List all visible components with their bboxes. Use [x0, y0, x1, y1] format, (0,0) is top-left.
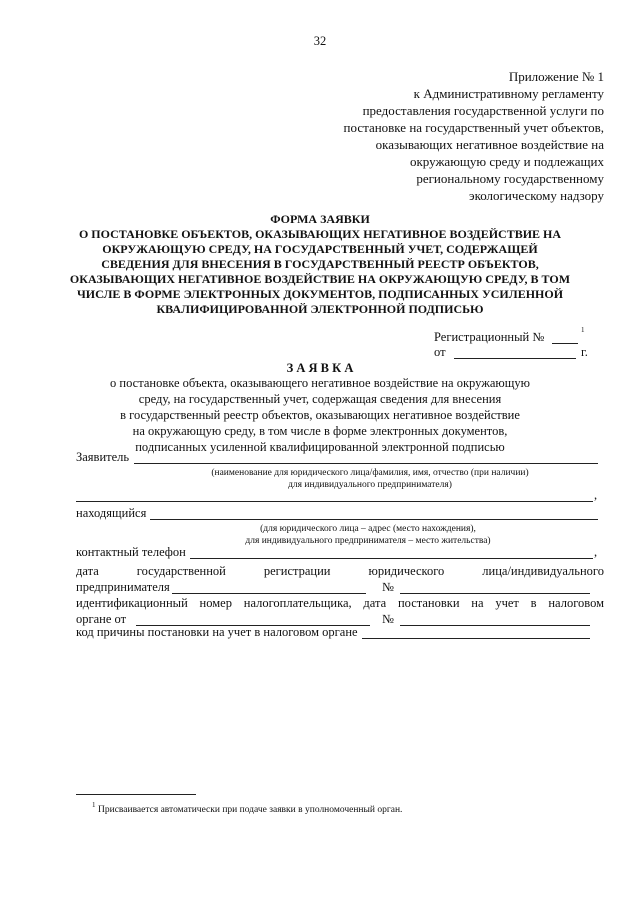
word: постановки [397, 596, 460, 610]
word: в [530, 596, 537, 610]
comma: , [594, 545, 598, 559]
registration-number-label: Регистрационный № [434, 330, 545, 344]
word: налоговом [548, 596, 604, 610]
application-line: на окружающую среду, в том числе в форме электронных документов, [132, 424, 508, 438]
application-heading: З А Я В К А [286, 361, 354, 375]
tax-organ-label: органе от [76, 612, 127, 626]
registration-date-field[interactable] [172, 593, 366, 594]
form-title-line: ОКАЗЫВАЮЩИХ НЕГАТИВНОЕ ВОЗДЕЙСТВИЕ НА ОКРУЖАЮЩУЮ СРЕДУ, В ТОМ [69, 272, 571, 286]
kpp-field[interactable] [362, 638, 590, 639]
word: лица/индивидуального [482, 564, 604, 578]
application-line: о постановке объекта, оказывающего негативное воздействие на окружающую [110, 376, 530, 390]
location-caption: для индивидуального предпринимателя – место жительства) [245, 536, 491, 546]
form-title-line: КВАЛИФИЦИРОВАННОЙ ЭЛЕКТРОННОЙ ПОДПИСЬЮ [156, 302, 484, 316]
applicant-caption: (наименование для юридического лица/фамилия, имя, отчество (при наличии) [211, 468, 529, 478]
number-sign: № [382, 612, 394, 626]
application-line: подписанных усиленной квалифицированной электронной подписью [135, 440, 505, 454]
word: государственной [136, 564, 226, 578]
tax-number-field[interactable] [400, 625, 590, 626]
form-title-line: ЧИСЛЕ В ФОРМЕ ЭЛЕКТРОННЫХ ДОКУМЕНТОВ, ПОДПИСАННЫХ УСИЛЕННОЙ [76, 287, 564, 301]
location-caption: (для юридического лица – адрес (место нахождения), [260, 524, 476, 534]
word: идентификационный [76, 596, 188, 610]
registration-date-line[interactable] [454, 358, 576, 359]
footnote-mark: 1 [92, 801, 96, 809]
applicant-caption: для индивидуального предпринимателя) [288, 480, 452, 490]
annex-line: Приложение № 1 [508, 69, 604, 84]
form-title-line: ОКРУЖАЮЩУЮ СРЕДУ, НА ГОСУДАРСТВЕННЫЙ УЧЕТ, СОДЕРЖАЩЕЙ [102, 242, 538, 256]
registration-number-field[interactable] [400, 593, 590, 594]
location-field[interactable] [150, 519, 598, 520]
registration-date-prefix: от [434, 345, 446, 359]
annex-line: оказывающих негативное воздействие на [375, 137, 604, 152]
inn-label [76, 596, 604, 612]
word: регистрации [263, 564, 331, 578]
annex-line: к Административному регламенту [413, 86, 604, 101]
phone-label: контактный телефон [76, 545, 186, 559]
annex-line: предоставления государственной услуги по [362, 103, 604, 118]
annex-line: региональному государственному [416, 171, 604, 186]
page-number: 32 [313, 34, 327, 48]
annex-line: экологическому надзору [468, 188, 604, 203]
footnote-separator [76, 794, 196, 795]
location-label: находящийся [76, 506, 147, 520]
form-title-line: ФОРМА ЗАЯВКИ [270, 212, 370, 226]
footnote-text: Присваивается автоматически при подаче заявки в уполномоченный орган. [98, 805, 403, 815]
word: дата [363, 596, 387, 610]
word: юридического [368, 564, 445, 578]
form-title-line: СВЕДЕНИЯ ДЛЯ ВНЕСЕНИЯ В ГОСУДАРСТВЕННЫЙ РЕЕСТР ОБЪЕКТОВ, [101, 257, 539, 271]
registration-footnote-mark: 1 [581, 326, 585, 334]
word: учет [495, 596, 519, 610]
registration-number-line[interactable] [552, 343, 578, 344]
word: дата [76, 564, 99, 578]
registration-date-suffix: г. [581, 345, 588, 359]
entrepreneur-label: предпринимателя [76, 580, 170, 594]
annex-line: окружающую среду и подлежащих [409, 154, 604, 169]
word: налогоплательщика, [243, 596, 352, 610]
form-title-line: О ПОСТАНОВКЕ ОБЪЕКТОВ, ОКАЗЫВАЮЩИХ НЕГАТИВНОЕ ВОЗДЕЙСТВИЕ НА [78, 227, 562, 241]
applicant-label: Заявитель [76, 450, 130, 464]
word: на [471, 596, 484, 610]
state-registration-label [76, 564, 604, 580]
word: номер [199, 596, 232, 610]
annex-line: постановке на государственный учет объектов, [343, 120, 604, 135]
phone-field[interactable] [190, 558, 593, 559]
application-line: среду, на государственный учет, содержащая сведения для внесения [138, 392, 502, 406]
application-line: в государственный реестр объектов, оказывающих негативное воздействие [120, 408, 520, 422]
comma: , [594, 488, 598, 502]
kpp-label: код причины постановки на учет в налоговом органе [76, 625, 358, 639]
number-sign: № [382, 580, 394, 594]
applicant-field-continued[interactable] [76, 501, 593, 502]
applicant-field[interactable] [134, 463, 598, 464]
